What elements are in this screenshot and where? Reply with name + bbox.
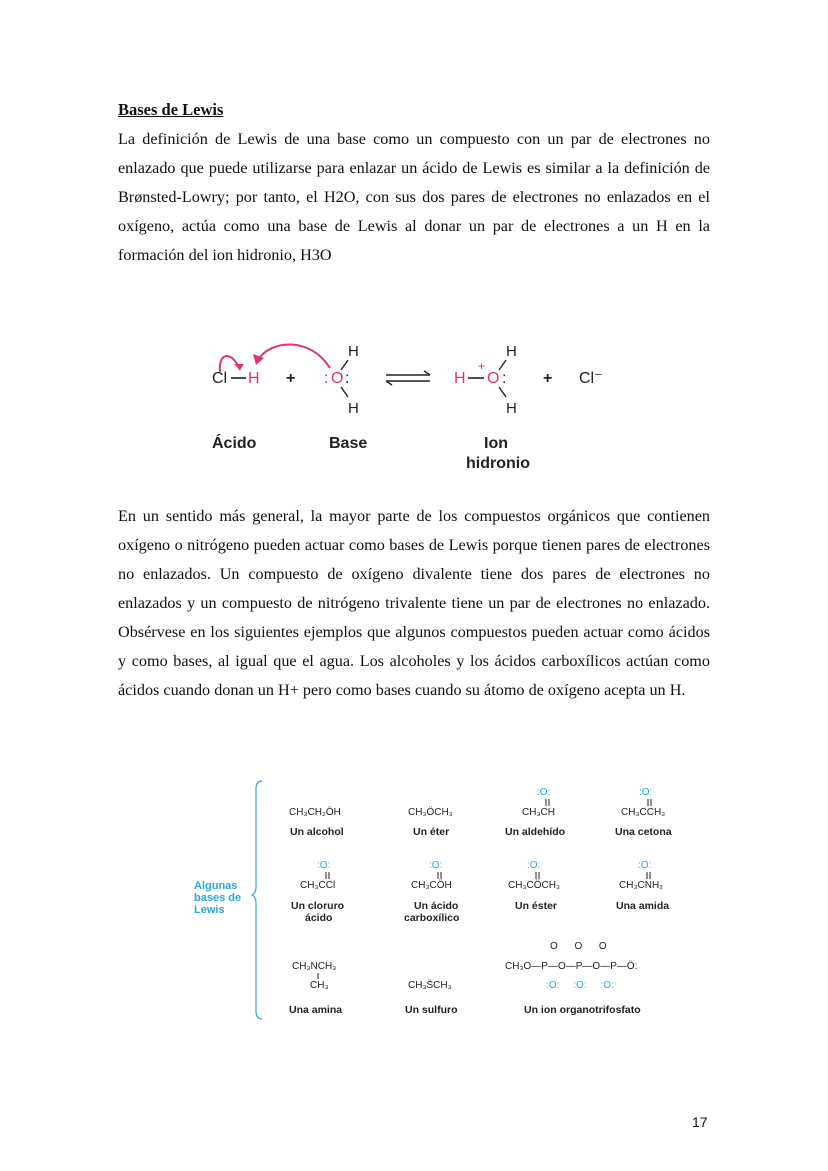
compound-name: Una amida [616,900,670,912]
plus-1: + [286,370,296,387]
carbonyl-oxygen: :O: [317,860,331,871]
label-base: Base [329,435,368,452]
formula: CH₃CÖH [411,880,452,891]
anionic-oxygens: :O: :O: :O: [546,980,614,991]
label-ion: Ion [484,435,508,452]
formula: CH₃O—P—O—P—O—P—Ö: [505,961,638,972]
compound-name: Un sulfuro [405,1004,458,1016]
carbonyl-oxygen: :O: [639,787,653,798]
side-label-line2: bases de [194,892,242,904]
bond [499,387,506,397]
section-title: Bases de Lewis [118,100,224,119]
methyl-group: CH₃ [310,980,329,991]
atom-h-water-bottom: H [348,400,359,417]
compound-name-line2: carboxílico [404,912,460,924]
formula: CH₃CCH₃ [621,807,666,818]
compound-sulfide [405,978,458,1016]
label-acid: Ácido [212,435,257,452]
compound-amide [616,860,669,912]
atom-o-hydronium: O [487,370,500,387]
compound-aldehyde [505,787,565,838]
lone-pair: : [502,370,507,387]
formula: CH₃CH₂ÖH [289,807,341,818]
compound-organotriphosphate [505,941,641,1016]
carbonyl-oxygen: :O: [537,787,551,798]
formula: CH₃CCl [300,880,336,891]
formula: CH₃CNH₂ [619,880,664,891]
compound-ether [408,806,453,838]
compound-name: Un alcohol [290,826,344,838]
formula: CH₃ÖCH₃ [408,807,453,818]
bracket [252,781,262,1019]
compound-name: Un éster [515,900,558,912]
compound-amine [289,961,342,1016]
compound-name: Una amina [289,1004,343,1016]
compound-carboxylic-acid [404,860,459,924]
compound-acid-chloride [291,860,344,924]
atom-h-water-top: H [348,343,359,360]
bond [499,360,506,370]
compound-name: Un cloruro [291,900,345,912]
chloride-ion: Cl⁻ [579,370,603,387]
formula: CH₃S̈CH₃ [408,980,452,991]
plus-2: + [543,370,553,387]
side-label-line1: Algunas [194,880,238,892]
label-hidronio: hidronio [466,455,530,472]
compound-name: Un aldehído [505,826,566,838]
compound-ketone [615,787,672,838]
phosphoryl-oxygens: O O O [550,941,607,952]
compound-name: Un ácido [414,900,459,912]
lone-pair-right: : [345,370,350,387]
compound-name: Un éter [413,826,450,838]
compound-name-line2: ácido [305,912,333,924]
compound-name: Una cetona [615,826,672,838]
lewis-bases-figure [0,775,828,1035]
atom-h-hydronium-bottom: H [506,400,517,417]
carbonyl-oxygen: :O: [638,860,652,871]
electron-arrow-2 [258,344,330,368]
formula: CH₃NCH₃ [292,961,337,972]
compound-name: Un ion organotrifosfato [524,1004,641,1016]
bond [341,360,348,370]
charge-plus: + [478,359,486,373]
page-number: 17 [692,1114,708,1130]
paragraph-2: En un sentido más general, la mayor parte de los compuestos orgánicos que contienen oxígeno o nitrógeno pueden actuar como bases de Lewis porque tienen pares de electrones no enlazados. Un compuesto de oxígeno divalente tiene dos pares de electrones no enlazados y un compuesto de nitrógeno trivalente tiene un par de electrones no enlazado. Obsérvese en los siguientes ejemplos que algunos compuestos pueden actuar como ácidos y como bases, al igual que el agua. Los alcoholes y los ácidos carboxílicos actúan como ácidos cuando donan un H+ pero como bases cuando su átomo de oxígeno acepta un H. [118,507,710,699]
atom-h-hydronium-top: H [506,343,517,360]
side-label-line3: Lewis [194,904,225,916]
compound-alcohol [289,806,344,838]
formula: CH₃CH [522,807,555,818]
reaction-figure [0,330,828,480]
atom-cl: Cl [212,370,228,387]
formula: CH₃CÖCH₃ [508,880,561,891]
paragraph-1: La definición de Lewis de una base como un compuesto con un par de electrones no enlazado que puede utilizarse para enlazar un ácido de Lewis es similar a la definición de Brønsted-Lowry; por tanto, el H2O, con sus dos pares de electrones no enlazados en el oxígeno, actúa como una base de Lewis al donar un par de electrones a un H en la formación del ion hidronio, H3O [118,130,710,264]
atom-o-water: O [331,370,344,387]
atom-h-hydronium-left: H [454,370,466,387]
carbonyl-oxygen: :O: [429,860,443,871]
compound-ester [508,860,560,912]
bond [341,387,348,397]
carbonyl-oxygen: :O: [527,860,541,871]
lone-pair-left: : [324,370,329,387]
atom-h-acid: H [248,370,260,387]
